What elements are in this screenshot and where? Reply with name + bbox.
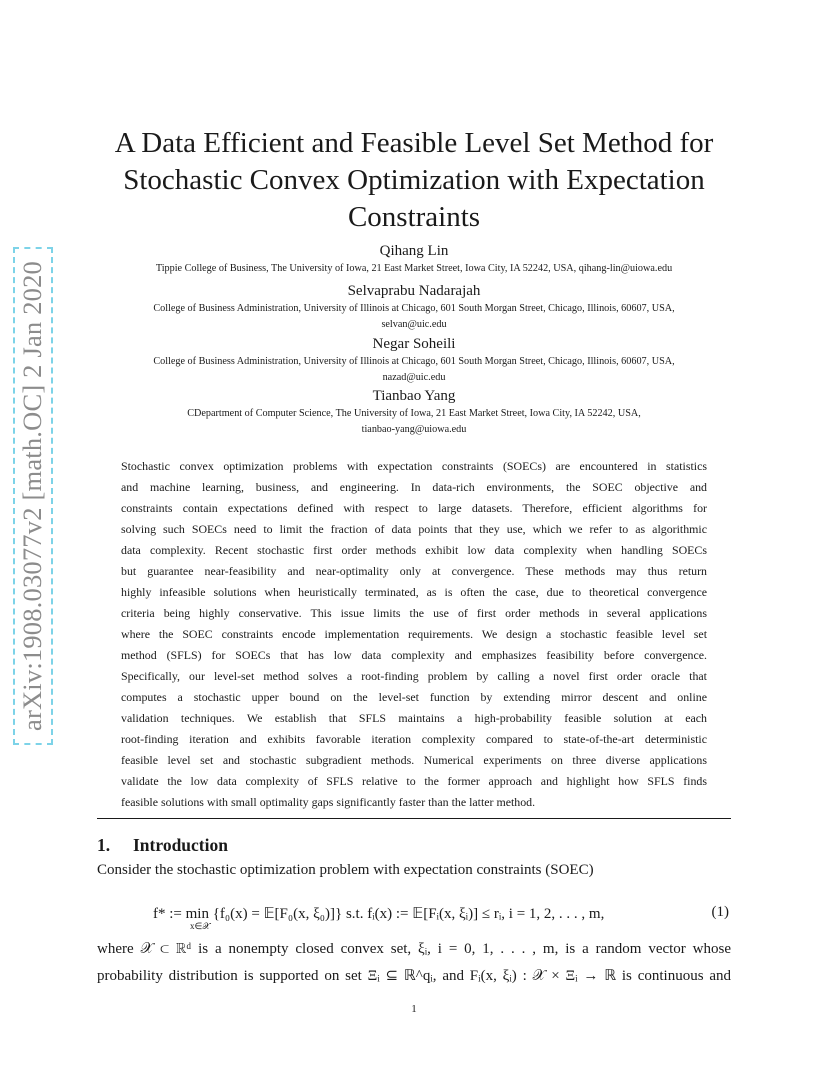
author-email: selvan@uic.edu [381, 319, 447, 330]
author-name: Qihang Lin [379, 243, 449, 259]
abstract-line: root-finding iteration and exhibits favorable iteration complexity compared to state-of-the-art deterministic [121, 732, 707, 746]
abstract [121, 456, 707, 813]
author-affiliation: Tippie College of Business, The University of Iowa, 21 East Market Street, Iowa City, IA 52242, USA, qihang-lin@uiowa.edu [155, 263, 673, 274]
section-number: 1. [97, 835, 111, 855]
abstract-line: Specifically, our level-set method solves a root-finding problem by calling a novel first order oracle that [121, 669, 707, 683]
equation-body: f* := min {f₀(x) = 𝔼[F₀(x, ξ₀)]} s.t. fᵢ(x) := 𝔼[Fᵢ(x, ξᵢ)] ≤ rᵢ, i = 1, 2, . . . , m, [153, 906, 605, 922]
section-title: Introduction [133, 835, 228, 855]
abstract-line: where the SOEC constraints encode implementation requirements. We design a stochastic feasible level set [121, 627, 707, 641]
section-heading [97, 835, 228, 856]
section-divider [97, 818, 731, 819]
intro-sentence: Consider the stochastic optimization problem with expectation constraints (SOEC) [97, 862, 594, 878]
equation-subscript: x∈𝒳 [190, 921, 211, 931]
paper-title [80, 125, 748, 236]
equation-1 [97, 898, 731, 932]
body-line: where 𝒳 ⊂ ℝᵈ is a nonempty closed convex set, ξᵢ, i = 0, 1, . . . , m, is a random vector whose [97, 941, 731, 957]
arxiv-stamp: arXiv:1908.03077v2 [math.OC] 2 Jan 2020 [17, 260, 47, 732]
abstract-line: validate the low data complexity of SFLS relative to the former approach and highlight how SFLS finds [121, 774, 707, 788]
abstract-line: but guarantee near-feasibility and near-optimality only at convergence. These methods may thus return [121, 564, 707, 578]
abstract-line: and machine learning, business, and engineering. In data-rich environments, the SOEC objective and [121, 480, 707, 494]
author-email: nazad@uic.edu [382, 372, 446, 383]
author-name: Tianbao Yang [372, 388, 456, 404]
abstract-line: Stochastic convex optimization problems with expectation constraints (SOECs) are encountered in statistics [121, 459, 707, 473]
abstract-line: criteria being highly conservative. This issue limits the use of first order methods in several applications [121, 606, 707, 620]
author-affiliation: CDepartment of Computer Science, The University of Iowa, 21 East Market Street, Iowa City, IA 52242, USA, [187, 408, 641, 419]
author-block [60, 241, 768, 277]
abstract-line: validation techniques. We establish that SFLS maintains a high-probability feasible solution at each [121, 711, 707, 725]
author-block [60, 334, 768, 386]
abstract-line: feasible solutions with small optimality gaps significantly faster than the latter method. [121, 795, 536, 809]
author-block [60, 281, 768, 333]
abstract-line: data complexity. Recent stochastic first order methods exhibit low data complexity when handling SOECs [121, 543, 707, 557]
abstract-line: solving such SOECs need to limit the fraction of data points that they use, which we refer to as algorithmic [121, 522, 707, 536]
author-name: Selvaprabu Nadarajah [347, 283, 481, 299]
title-line-3: Constraints [347, 201, 481, 233]
page-number: 1 [411, 1003, 417, 1015]
abstract-line: computes a stochastic upper bound on the level-set function by extending mirror descent and online [121, 690, 707, 704]
equation-number: (1) [711, 904, 729, 920]
title-line-1: A Data Efficient and Feasible Level Set Method for [114, 127, 714, 159]
author-email: tianbao-yang@uiowa.edu [361, 424, 467, 435]
abstract-line: feasible level set and stochastic subgradient methods. Numerical experiments on three diverse applications [121, 753, 707, 767]
author-block [60, 386, 768, 438]
abstract-line: constraints contain expectations defined with respect to large datasets. Therefore, efficient algorithms for [121, 501, 707, 515]
abstract-line: method (SFLS) for SOECs that has low data complexity and emphasizes feasibility before convergence. [121, 648, 707, 662]
author-affiliation: College of Business Administration, University of Illinois at Chicago, 601 South Morgan Street, Chicago, Illinois, 60607, USA, [153, 303, 675, 314]
abstract-line: highly infeasible solutions when heuristically terminated, as is often the case, due to theoretical convergence [121, 585, 707, 599]
author-affiliation: College of Business Administration, University of Illinois at Chicago, 601 South Morgan Street, Chicago, Illinois, 60607, USA, [153, 356, 675, 367]
title-line-2: Stochastic Convex Optimization with Expectation [123, 164, 705, 196]
body-line: probability distribution is supported on set Ξᵢ ⊆ ℝ^qᵢ, and Fᵢ(x, ξᵢ) : 𝒳 × Ξᵢ → ℝ is continuous and [97, 968, 731, 984]
author-name: Negar Soheili [372, 336, 456, 352]
